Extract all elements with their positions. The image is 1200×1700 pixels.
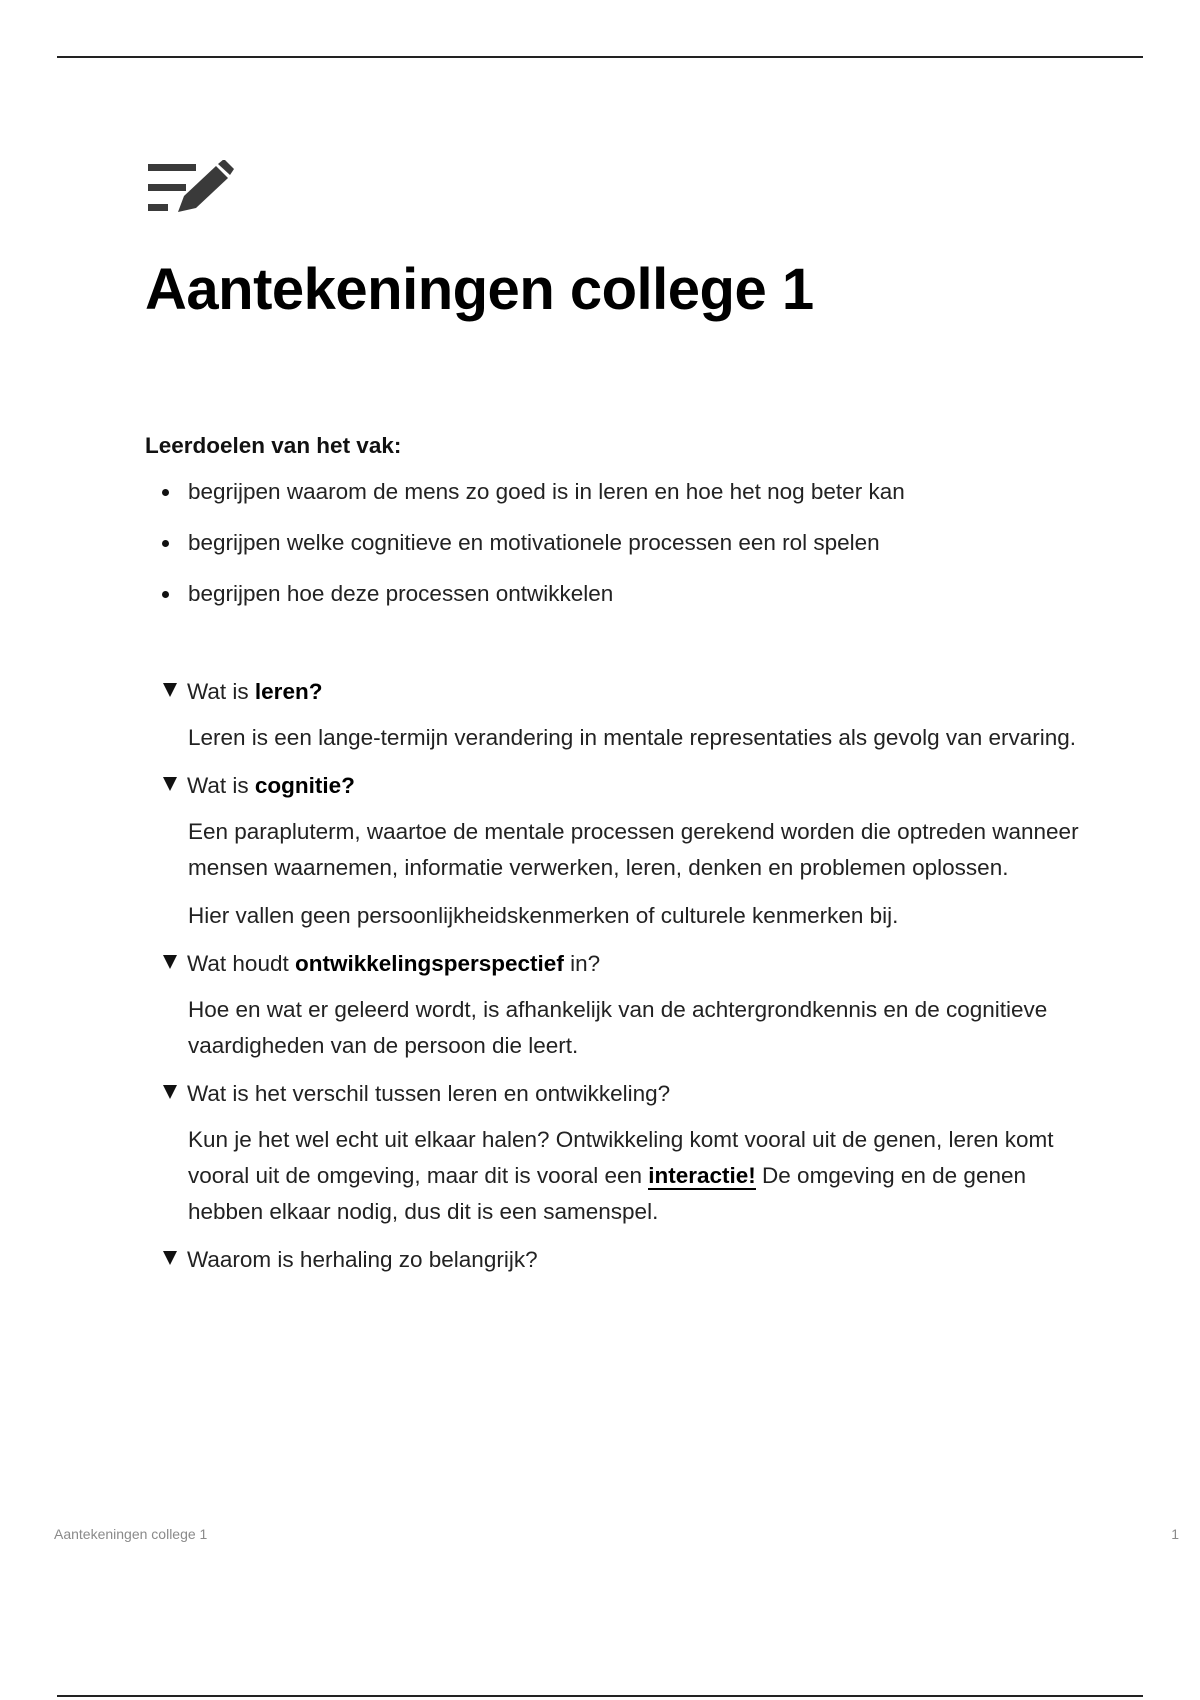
toggle-body-leren-vs-ontwikkeling (145, 1122, 1085, 1230)
toggle-ontwikkelingsperspectief (145, 946, 1085, 1064)
bullet-icon (162, 489, 169, 496)
toggle-herhaling (145, 1242, 1085, 1278)
page-title: Aantekeningen college 1 (145, 257, 814, 322)
triangle-down-icon[interactable] (163, 1251, 177, 1265)
toggle-body-ontwikkelingsperspectief (145, 992, 1085, 1064)
toggle-summary-herhaling[interactable] (145, 1242, 1085, 1278)
toggle-question: Wat is leren? (187, 679, 323, 704)
toggle-leren (145, 674, 1085, 756)
goal-text: begrijpen welke cognitieve en motivationele processen een rol spelen (188, 530, 880, 555)
toggle-body-leren (145, 720, 1085, 756)
bullet-icon (162, 540, 169, 547)
toggle-answer: Een parapluterm, waartoe de mentale processen gerekend worden die optreden wanneer mensen waarnemen, informatie verwerken, leren, denken en problemen oplossen. (188, 819, 1079, 880)
toggle-summary-leren[interactable] (145, 674, 1085, 710)
footer-title: Aantekeningen college 1 (54, 1526, 208, 1542)
triangle-down-icon[interactable] (163, 955, 177, 969)
goals-heading: Leerdoelen van het vak: (145, 433, 402, 458)
toggle-summary-cognitie[interactable] (145, 768, 1085, 804)
toggle-summary-leren-vs-ontwikkeling[interactable] (145, 1076, 1085, 1112)
goal-text: begrijpen waarom de mens zo goed is in leren en hoe het nog beter kan (188, 479, 905, 504)
toggle-cognitie (145, 768, 1085, 934)
toggle-question: Waarom is herhaling zo belangrijk? (187, 1247, 538, 1272)
toggle-answer: Hoe en wat er geleerd wordt, is afhankelijk van de achtergrondkennis en de cognitieve vaardigheden van de persoon die leert. (188, 997, 1048, 1058)
goals-list (145, 474, 1085, 612)
toggle-summary-ontwikkelingsperspectief[interactable] (145, 946, 1085, 982)
toggle-list (145, 674, 1085, 1278)
top-divider (57, 56, 1143, 58)
triangle-down-icon[interactable] (163, 1085, 177, 1099)
triangle-down-icon[interactable] (163, 777, 177, 791)
toggle-answer: Kun je het wel echt uit elkaar halen? Ontwikkeling komt vooral uit de genen, leren komt vooral uit de omgeving, maar dit is vooral een interactie! De omgeving en de genen hebben elkaar nodig, dus dit is een samenspel. (188, 1127, 1054, 1224)
bullet-icon (162, 591, 169, 598)
toggle-answer: Leren is een lange-termijn verandering in mentale representaties als gevolg van ervaring. (188, 725, 1077, 750)
goal-text: begrijpen hoe deze processen ontwikkelen (188, 581, 614, 606)
bottom-divider (57, 1695, 1143, 1697)
triangle-down-icon[interactable] (163, 683, 177, 697)
toggle-leren-vs-ontwikkeling (145, 1076, 1085, 1230)
notes-edit-icon (148, 160, 234, 220)
goals-list-item (145, 525, 1085, 561)
toggle-question: Wat is cognitie? (187, 773, 355, 798)
goals-list-item (145, 576, 1085, 612)
toggle-body-cognitie (145, 814, 1085, 934)
page-content (145, 428, 1085, 1290)
toggle-question: Wat is het verschil tussen leren en ontwikkeling? (187, 1081, 671, 1106)
toggle-answer: Hier vallen geen persoonlijkheidskenmerken of culturele kenmerken bij. (188, 903, 899, 928)
footer-page-number: 1 (1171, 1526, 1179, 1542)
toggle-question: Wat houdt ontwikkelingsperspectief in? (187, 951, 601, 976)
goals-list-item (145, 474, 1085, 510)
emphasis-interactie: interactie! (648, 1163, 756, 1188)
